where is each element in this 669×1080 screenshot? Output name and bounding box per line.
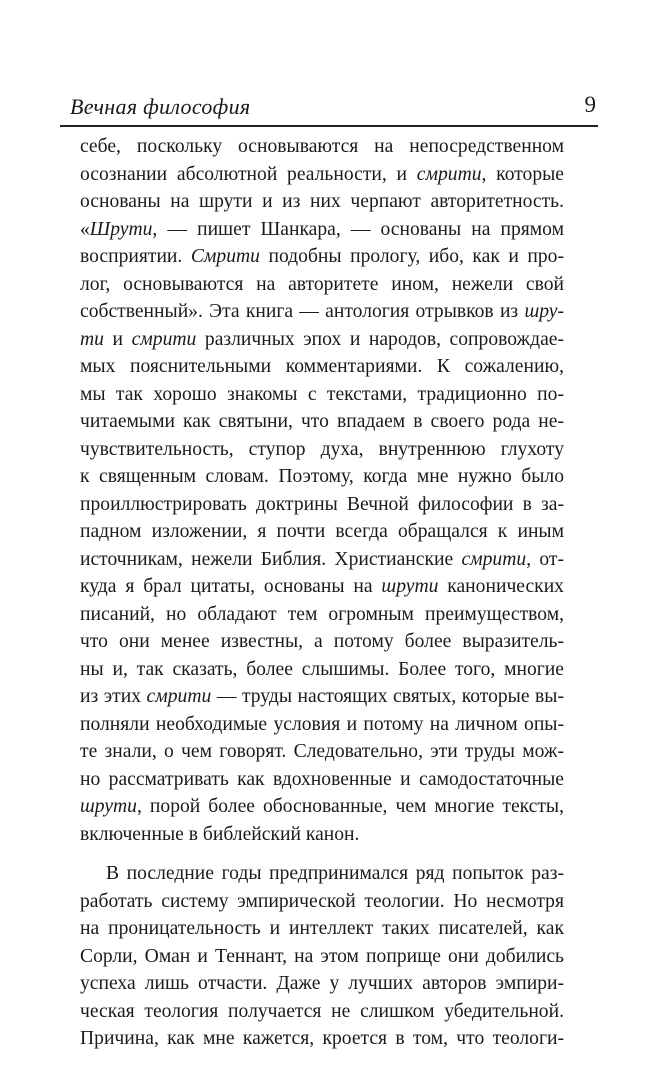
text-line [80, 133, 564, 161]
text-line [80, 243, 564, 271]
text-run: полняли необходимые условия и потому на личном опы- [80, 713, 564, 735]
text-run: осознании абсолютной реальности, и [80, 163, 417, 185]
text-run: основаны на шрути и из них черпают авторитетность. [80, 191, 564, 212]
text-line [80, 793, 564, 821]
text-line [80, 518, 564, 546]
text-run: читаемыми как святыни, что впадаем в своего рода не- [80, 411, 564, 432]
text-run: что они менее известны, а потому более выразитель- [80, 631, 564, 652]
text-run: включенные в библейский канон. [80, 823, 360, 845]
text-line [80, 915, 564, 943]
text-line [80, 888, 564, 916]
header-rule [60, 125, 598, 127]
text-line [80, 463, 564, 491]
text-line [80, 601, 564, 629]
text-line [80, 1025, 564, 1053]
text-run: ны и, так сказать, более слышимы. Более того, многие [80, 658, 564, 680]
text-run: на проницательность и интеллект таких писателей, как [80, 918, 564, 939]
text-line [80, 436, 564, 464]
text-line [80, 161, 564, 189]
text-run: , от- [526, 548, 564, 570]
body-text [80, 133, 564, 1053]
running-header [60, 88, 598, 128]
text-run: работать систему эмпирической теологии. Но несмотря [80, 890, 564, 912]
italic-term: Смрити [190, 246, 260, 267]
text-run: Сорли, Оман и Теннант, на этом поприще они добились [80, 945, 564, 967]
text-line [80, 573, 564, 601]
text-line [80, 353, 564, 381]
text-run: Причина, как мне кажется, кроется в том, что теологи- [80, 1028, 564, 1049]
text-line [80, 860, 564, 888]
text-line [80, 943, 564, 971]
text-line [80, 683, 564, 711]
text-line [80, 188, 564, 216]
text-line [80, 821, 564, 849]
italic-term: шру- [524, 301, 564, 322]
italic-term: смрити [461, 548, 527, 570]
text-line [80, 711, 564, 739]
text-line [80, 628, 564, 656]
italic-term: смрити [416, 163, 482, 185]
text-line [80, 408, 564, 436]
text-run: успеха лишь отчасти. Даже у лучших авторов эмпири- [80, 973, 564, 994]
text-line [80, 766, 564, 794]
paragraph-gap [80, 848, 564, 860]
text-line [80, 326, 564, 354]
italic-term: смрити [131, 328, 197, 350]
text-run: себе, поскольку основываются на непосредственном [80, 136, 564, 157]
text-run: проиллюстрировать доктрины Вечной философии в за- [80, 493, 564, 515]
text-run: лог, основываются на авторитете ином, нежели свой [80, 273, 564, 295]
text-run: писаний, но обладают тем огромным преимуществом, [80, 603, 564, 625]
italic-term: шрути [80, 796, 137, 817]
italic-term: смрити [146, 686, 212, 707]
text-line [80, 298, 564, 326]
running-title: Вечная философия [70, 94, 251, 119]
page-number: 9 [584, 92, 596, 117]
paragraph [80, 860, 564, 1053]
paragraph [80, 133, 564, 848]
text-run: те знали, о чем говорят. Следовательно, эти труды мож- [80, 741, 564, 762]
italic-term: Шрути [89, 218, 153, 240]
text-run: , порой более обоснованные, чем многие тексты, [136, 796, 564, 817]
text-run: восприятии. [80, 246, 191, 267]
text-run: но рассматривать как вдохновенные и самодостаточные [80, 768, 564, 790]
text-run: к священным словам. Поэтому, когда мне нужно было [80, 466, 564, 487]
text-line [80, 491, 564, 519]
text-run: из этих [80, 686, 147, 707]
text-line [80, 216, 564, 244]
text-run: — труды настоящих святых, которые вы- [211, 686, 564, 707]
text-run: чувствительность, ступор духа, внутреннюю глухоту [80, 438, 564, 460]
text-run: источникам, нежели Библия. Христианские [80, 548, 462, 570]
text-line [80, 970, 564, 998]
text-run: мых пояснительными комментариями. К сожалению, [80, 356, 564, 377]
text-line [80, 656, 564, 684]
text-run: собственный». Эта книга — антология отрывков из [80, 301, 525, 322]
text-run: и [103, 328, 132, 350]
text-line [80, 738, 564, 766]
text-run: падном изложении, я почти всегда обращался к иным [80, 521, 564, 542]
text-line [80, 546, 564, 574]
text-run: В последние годы предпринимался ряд попыток раз- [106, 863, 564, 884]
italic-term: ти [80, 328, 104, 350]
text-run: ческая теология получается не слишком убедительной. [80, 1000, 564, 1022]
text-line [80, 381, 564, 409]
text-run: различных эпох и народов, сопровождае- [196, 328, 564, 350]
text-line [80, 271, 564, 299]
italic-term: шрути [381, 576, 439, 597]
text-line [80, 998, 564, 1026]
text-run: канонических [438, 576, 564, 597]
text-run: мы так хорошо знакомы с текстами, традиционно по- [80, 383, 564, 405]
text-run: « [80, 218, 90, 240]
text-run: подобны прологу, ибо, как и про- [259, 246, 564, 267]
text-run: куда я брал цитаты, основаны на [80, 576, 382, 597]
text-run: , — пишет Шанкара, — основаны на прямом [152, 218, 564, 240]
text-run: , которые [481, 163, 565, 185]
